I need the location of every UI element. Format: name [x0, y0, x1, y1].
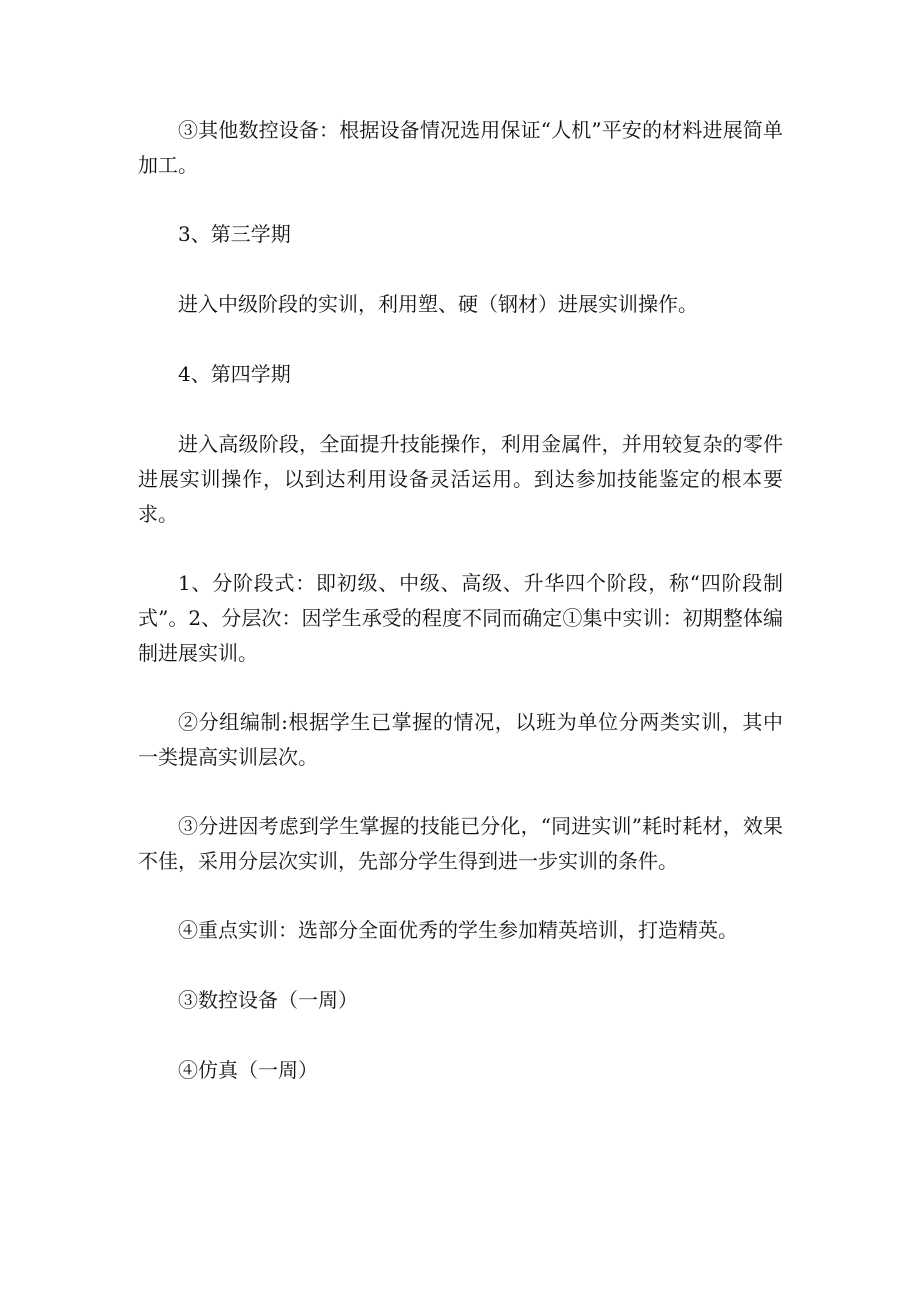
list-item-cnc-equipment-week: ③数控设备（一周）: [178, 988, 358, 1012]
heading-third-semester: 3、第三学期: [178, 222, 291, 246]
paragraph-layered-training: ③分进因考虑到学生掌握的技能已分化，“同进实训”耗时耗材，效果不佳，采用分层次实训，先部分学生得到进一步实训的条件。: [138, 814, 783, 873]
paragraph-staged-and-layered: 1、分阶段式：即初级、中级、高级、升华四个阶段，称“四阶段制式”。2、分层次：因学生承受的程度不同而确定①集中实训：初期整体编制进展实训。: [138, 571, 783, 665]
paragraph-advanced-stage: 进入高级阶段，全面提升技能操作，利用金属件，并用较复杂的零件进展实训操作，以到达利用设备灵活运用。到达参加技能鉴定的根本要求。: [138, 432, 783, 526]
paragraph-group-organization: ②分组编制:根据学生已掌握的情况，以班为单位分两类实训，其中一类提高实训层次。: [138, 710, 783, 769]
paragraph-key-training: ④重点实训：选部分全面优秀的学生参加精英培训，打造精英。: [178, 918, 738, 942]
heading-fourth-semester: 4、第四学期: [178, 362, 291, 386]
paragraph-intermediate-stage: 进入中级阶段的实训，利用塑、硬（钢材）进展实训操作。: [178, 292, 698, 316]
paragraph-other-cnc-equipment: ③其他数控设备：根据设备情况选用保证“人机”平安的材料进展简单加工。: [138, 118, 783, 177]
list-item-simulation-week: ④仿真（一周）: [178, 1058, 318, 1082]
document-body: [138, 113, 783, 1123]
